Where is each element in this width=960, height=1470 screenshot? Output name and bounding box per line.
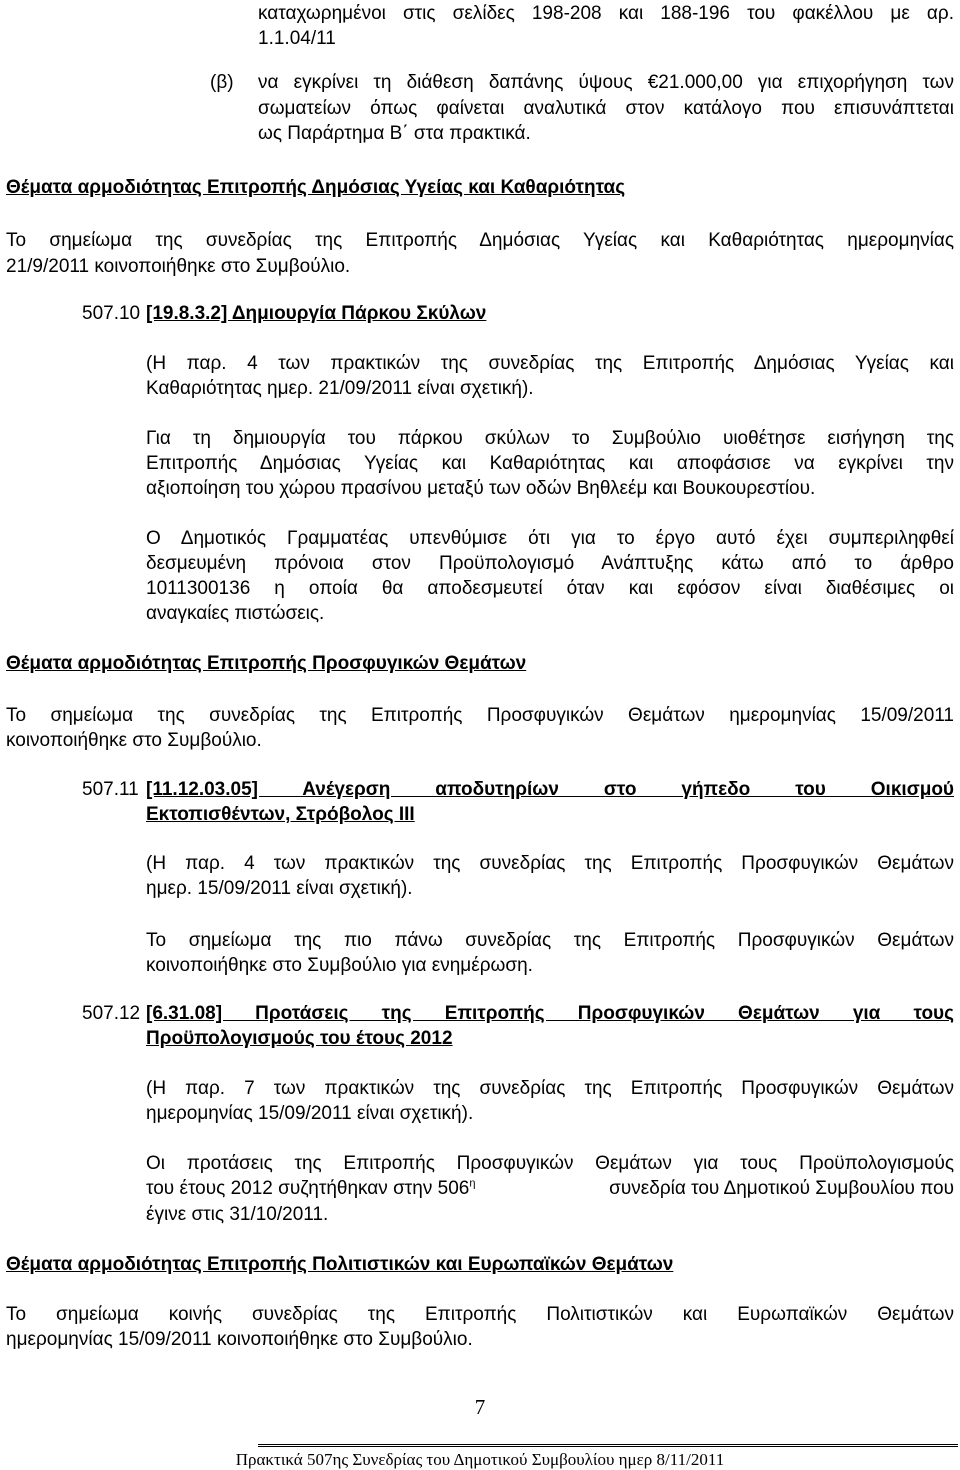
item-number-507-12: 507.12	[82, 1003, 141, 1024]
top-line-2: 1.1.04/11	[258, 28, 336, 49]
budget-proposals-para-line-2-start	[146, 1177, 475, 1201]
dog-park-para1-line-3: αξιοποίηση του χώρου πρασίνου μεταξύ των οδών Βηθλεέμ και Βουκουρεστίου.	[146, 478, 816, 499]
top-line-1: καταχωρημένοι στις σελίδες 198-208 και 188-196 του φακέλλου με αρ.	[258, 3, 954, 24]
dog-park-para1-line-1: Για τη δημιουργία του πάρκου σκύλων το Συμβούλιο υιοθέτησε εισήγηση της	[146, 428, 954, 449]
footer-text: Πρακτικά 507ης Συνεδρίας του Δημοτικού Συμβουλίου ημερ 8/11/2011	[235, 1450, 725, 1469]
section-heading-public-health: Θέματα αρμοδιότητας Επιτροπής Δημόσιας Υγείας και Καθαριότητας	[6, 177, 626, 198]
item-b-line-1: να εγκρίνει τη διάθεση δαπάνης ύψους €21.000,00 για επιχορήγηση των	[258, 72, 954, 93]
sec1-intro-line-2: 21/9/2011 κοινοποιήθηκε στο Συμβούλιο.	[6, 256, 351, 277]
item-title-changing-rooms-line-2: Εκτοπισθέντων, Στρόβολος ΙΙΙ	[146, 804, 415, 825]
budget-proposals-para-line-3: έγινε στις 31/10/2011.	[146, 1204, 329, 1225]
dog-park-para1-line-2: Επιτροπής Δημόσιας Υγείας και Καθαριότητας και αποφάσισε να εγκρίνει την	[146, 453, 954, 474]
dog-park-para2-line-2: δεσμευμένη πρόνοια στον Προϋπολογισμό Ανάπτυξης κάτω από το άρθρο	[146, 553, 954, 574]
item-title-budget-proposals-line-2: Προϋπολογισμούς του έτους 2012	[146, 1028, 453, 1049]
page-number: 7	[474, 1395, 486, 1419]
budget-proposals-ref-line-2: ημερομηνίας 15/09/2011 είναι σχετική).	[146, 1103, 474, 1124]
sec2-intro-line-2: κοινοποιήθηκε στο Συμβούλιο.	[6, 730, 262, 751]
sec3-intro-line-2: ημερομηνίας 15/09/2011 κοινοποιήθηκε στο Συμβούλιο.	[6, 1329, 473, 1350]
item-b-line-3: ως Παράρτημα Β΄ στα πρακτικά.	[258, 123, 531, 144]
dog-park-ref-line-2: Καθαριότητας ημερ. 21/09/2011 είναι σχετική).	[146, 378, 534, 399]
sec3-intro-line-1: Το σημείωμα κοινής συνεδρίας της Επιτροπής Πολιτιστικών και Ευρωπαϊκών Θεμάτων	[6, 1304, 954, 1325]
dog-park-para2-line-4: αναγκαίες πιστώσεις.	[146, 603, 325, 624]
changing-rooms-ref-line-1: (Η παρ. 4 των πρακτικών της συνεδρίας της Επιτροπής Προσφυγικών Θεμάτων	[146, 853, 954, 874]
sec2-intro-line-1: Το σημείωμα της συνεδρίας της Επιτροπής Προσφυγικών Θεμάτων ημερομηνίας 15/09/2011	[6, 705, 954, 726]
dog-park-para2-line-1: Ο Δημοτικός Γραμματέας υπενθύμισε ότι για το έργο αυτό έχει συμπεριληφθεί	[146, 528, 954, 549]
sec1-intro-line-1: Το σημείωμα της συνεδρίας της Επιτροπής Δημόσιας Υγείας και Καθαριότητας ημερομηνίας	[6, 230, 954, 251]
section-heading-refugee-affairs: Θέματα αρμοδιότητας Επιτροπής Προσφυγικών Θεμάτων	[6, 653, 527, 674]
budget-proposals-ref-line-1: (Η παρ. 7 των πρακτικών της συνεδρίας της Επιτροπής Προσφυγικών Θεμάτων	[146, 1078, 954, 1099]
item-number-507-11: 507.11	[82, 779, 139, 800]
dog-park-ref-line-1: (Η παρ. 4 των πρακτικών της συνεδρίας της Επιτροπής Δημόσιας Υγείας και	[146, 353, 954, 374]
budget-proposals-para-line-1: Οι προτάσεις της Επιτροπής Προσφυγικών Θεμάτων για τους Προϋπολογισμούς	[146, 1153, 954, 1174]
item-number-507-10: 507.10	[82, 303, 141, 324]
section-heading-cultural-european: Θέματα αρμοδιότητας Επιτροπής Πολιτιστικών και Ευρωπαϊκών Θεμάτων	[6, 1254, 674, 1275]
changing-rooms-para-line-2: κοινοποιήθηκε στο Συμβούλιο για ενημέρωση.	[146, 955, 533, 976]
dog-park-para2-line-3: 1011300136 η οποία θα αποδεσμευτεί όταν και εφόσον είναι διαθέσιμες οι	[146, 578, 954, 599]
changing-rooms-para-line-1: Το σημείωμα της πιο πάνω συνεδρίας της Επιτροπής Προσφυγικών Θεμάτων	[146, 930, 954, 951]
item-title-changing-rooms-line-1: [11.12.03.05] Ανέγερση αποδυτηρίων στο γήπεδο του Οικισμού	[146, 779, 954, 800]
item-title-budget-proposals-line-1: [6.31.08] Προτάσεις της Επιτροπής Προσφυγικών Θεμάτων για τους	[146, 1003, 954, 1024]
changing-rooms-ref-line-2: ημερ. 15/09/2011 είναι σχετική).	[146, 878, 413, 899]
item-title-dog-park: [19.8.3.2] Δημιουργία Πάρκου Σκύλων	[146, 303, 487, 324]
ordinal-superscript: η	[469, 1177, 476, 1190]
item-b-marker: (β)	[210, 72, 234, 93]
item-b-line-2: σωματείων όπως φαίνεται αναλυτικά στον κατάλογο που επισυνάπτεται	[258, 98, 954, 119]
session-number-text: του έτους 2012 συζητήθηκαν στην 506	[146, 1178, 470, 1199]
budget-proposals-para-line-2-end: συνεδρία του Δημοτικού Συμβουλίου που	[609, 1178, 954, 1199]
budget-proposals-para-line-2	[146, 1177, 954, 1201]
footer-rule	[258, 1444, 958, 1447]
